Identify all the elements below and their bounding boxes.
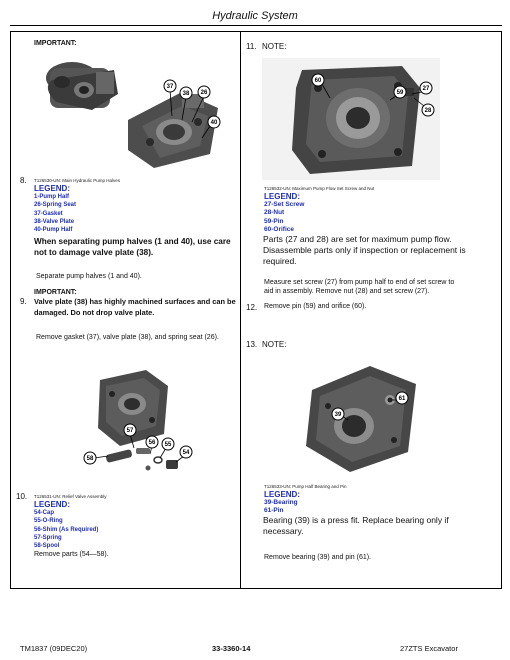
footer-manual-id: TM1837 (09DEC20) [20,644,88,653]
step12-text: Remove pin (59) and orifice (60). [264,303,367,310]
step8-legend-title: LEGEND: [34,184,70,193]
step9-number: 9. [20,297,27,306]
svg-text:61: 61 [398,396,406,403]
svg-text:57: 57 [126,428,134,435]
svg-text:39: 39 [334,412,342,419]
legend-item: 37-Gasket [34,210,63,217]
legend-item: 26-Spring Seat [34,202,77,209]
note-line: Bearing (39) is a press fit. Replace bearing only if [263,515,449,525]
bearing-pin-photo [298,360,422,476]
note-line: required. [263,256,297,266]
step13-number: 13. [246,340,258,349]
svg-text:54: 54 [182,450,190,457]
svg-text:40: 40 [210,120,218,127]
legend-item: 59-Pin [264,217,284,225]
legend-item: 58-Spool [34,543,60,550]
legend-item: 38-Valve Plate [34,218,75,225]
step11-legend-title: LEGEND: [264,192,300,201]
step8-warning [34,236,231,258]
warning-line: When separating pump halves (1 and 40), use care [34,237,231,246]
step13-caption: T126533-UN: Pump Half Bearing and Pin [264,484,347,489]
footer-page-number: 33-3360-14 [212,644,251,653]
step11-number: 11. [246,42,257,51]
pump-flow-set-screw-photo [262,58,440,180]
legend-item: 56-Shim (As Required) [34,526,99,533]
instruction-line: aid in assembly. Remove nut (28) and set screw (27). [264,288,430,295]
step13-note-label: NOTE: [262,340,287,349]
step10-legend-list [34,509,98,550]
step10-number: 10. [16,492,28,501]
page-header-title: Hydraulic System [212,10,298,22]
step13-legend-list [264,499,298,516]
step9-warning [34,296,236,318]
legend-item: 61-Pin [264,507,284,515]
warning-line: Valve plate (38) has highly machined surfaces and can be [34,297,236,306]
step11-instruction [264,278,454,296]
legend-item: 39-Bearing [264,499,298,506]
note-line: Disassemble parts only if inspection or replacement is [263,245,466,255]
step8-caption: T126530-UN: Main Hydraulic Pump Halves [34,178,121,183]
legend-item: 28-Nut [264,209,285,217]
step10-caption: T126531-UN: Relief Valve Assembly [34,494,107,499]
legend-item: 27-Set Screw [264,201,305,208]
note-line: necessary. [263,526,304,536]
pump-housing-shape [292,66,420,174]
legend-item: 40-Pump Half [34,227,73,234]
step13-note-text [263,515,469,537]
step11-note-text [263,234,469,267]
header-rule [10,25,502,26]
pump-halves-photo [32,50,232,172]
footer-machine-model: 27ZTS Excavator [400,644,458,653]
note-line: Parts (27 and 28) are set for maximum pump flow. [263,234,452,244]
instruction-line: Measure set screw (27) from pump half to end of set screw to [264,279,455,286]
legend-item: 60-Orifice [264,226,294,234]
svg-text:60: 60 [314,78,322,85]
step8-number: 8. [20,176,27,185]
svg-text:26: 26 [200,90,208,97]
svg-text:59: 59 [396,90,404,97]
svg-text:56: 56 [148,440,156,447]
legend-item: 54-Cap [34,510,55,516]
step10-instruction: Remove parts (54—58). [34,551,109,558]
warning-line: damaged. Do not drop valve plate. [34,308,155,317]
legend-item: 55-O-Ring [34,518,63,525]
legend-item: 1-Pump Half [34,194,70,200]
svg-text:38: 38 [182,91,190,98]
column-divider [240,31,241,589]
relief-valve-photo [76,364,204,482]
step13-instruction: Remove bearing (39) and pin (61). [264,554,372,561]
legend-item: 57-Spring [34,534,62,541]
step11-legend-list [264,201,304,235]
step8-legend-list [34,193,76,234]
step8-instruction: Separate pump halves (1 and 40). [36,273,142,280]
svg-text:28: 28 [424,108,432,115]
svg-text:27: 27 [422,86,430,93]
step12-number: 12. [246,303,258,312]
step11-caption: T126532-UN: Maximum Pump Flow Set Screw and Nut [264,186,375,191]
svg-text:55: 55 [164,442,172,449]
warning-line: not to damage valve plate (38). [34,248,154,257]
step9-instruction: Remove gasket (37), valve plate (38), and spring seat (26). [36,334,219,341]
svg-text:58: 58 [86,456,94,463]
step9-important-label: IMPORTANT: [34,289,77,296]
step10-legend-title: LEGEND: [34,500,70,509]
step11-note-label: NOTE: [262,42,287,51]
step8-important-label: IMPORTANT: [34,40,77,47]
svg-text:37: 37 [166,84,174,91]
step13-legend-title: LEGEND: [264,490,300,499]
